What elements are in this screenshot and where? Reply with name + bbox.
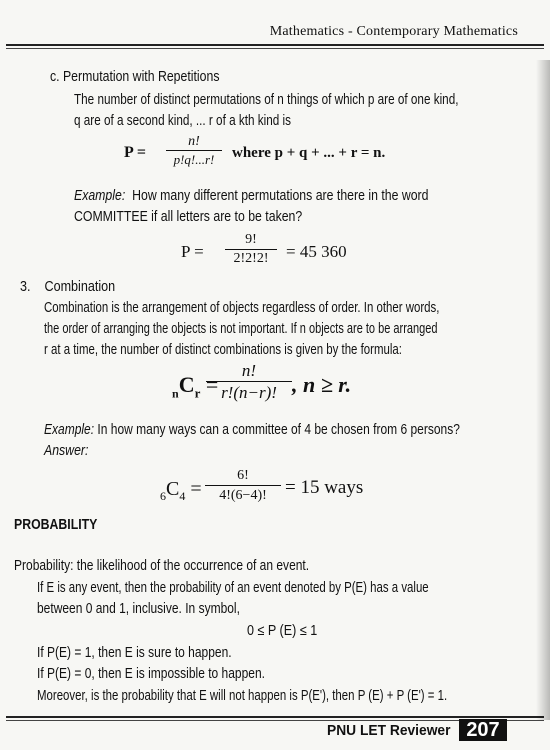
combination-formula-sub: r (194, 385, 201, 401)
combination-text-line2: the order of arranging the objects is not important. If n objects are to be arranged (44, 321, 438, 337)
definition-term: Probability: (14, 558, 74, 574)
combination-answer-result: = 15 ways (285, 477, 364, 498)
example-label: Example: (74, 188, 126, 204)
probability-rule-impossible: If P(E) = 0, then E is impossible to happen. (37, 666, 265, 682)
combination-text-line1: Combination is the arrangement of objects regardless of order. In other words, (44, 300, 440, 316)
combination-formula-equals: = (205, 372, 219, 397)
probability-rule-complement: Moreover, is the probability that E will not happen is P(E'), then P (E) + P (E') = 1. (37, 688, 448, 704)
footer-rule (6, 716, 544, 718)
permutation-formula-denominator: p!q!...r! (173, 152, 215, 167)
permutation-formula-condition: where p + q + ... + r = n. (232, 145, 386, 161)
probability-section-title: PROBABILITY (14, 517, 98, 533)
header-rule (6, 44, 544, 46)
answer-sub: 4 (179, 489, 186, 503)
answer-symbol: C (166, 478, 180, 500)
answer-pre: 6 (160, 489, 166, 503)
example-label: Example: (44, 422, 95, 438)
running-title: Mathematics - Contemporary Mathematics (269, 24, 518, 39)
page-number: 207 (459, 719, 507, 741)
permutation-text-line1: The number of distinct permutations of n things of which p are of one kind, (74, 92, 459, 108)
combination-formula-symbol: C (178, 372, 195, 397)
permutation-formula-numerator: n! (188, 134, 200, 149)
combination-answer-lhs (160, 477, 202, 508)
probability-inequality: 0 ≤ P (E) ≤ 1 (247, 623, 318, 639)
permutation-heading: c. Permutation with Repetitions (50, 69, 220, 85)
permutation-formula-lhs: P = (124, 144, 147, 161)
probability-rule-sure: If P(E) = 1, then E is sure to happen. (37, 645, 232, 661)
answer-denominator: 4!(6−4)! (219, 488, 267, 503)
answer-equals: = (190, 478, 202, 500)
combination-formula-fraction (206, 361, 292, 404)
permutation-example-line2: COMMITTEE if all letters are to be taken? (74, 209, 303, 225)
example-numerator: 9! (245, 232, 257, 247)
combination-formula-denominator: r!(n−r)! (221, 383, 277, 402)
combination-heading-number: 3. (20, 279, 31, 295)
example-text: How many different permutations are there in the word (132, 188, 429, 204)
probability-text-line1: If E is any event, then the probability of an event denoted by P(E) has a value (37, 580, 429, 596)
running-header (0, 18, 550, 46)
permutation-formula-fraction (166, 134, 222, 169)
combination-heading (20, 277, 115, 297)
probability-text-line2: between 0 and 1, inclusive. In symbol, (37, 601, 240, 617)
answer-numerator: 6! (237, 468, 249, 483)
combination-example (44, 420, 460, 440)
permutation-example-result: = 45 360 (286, 242, 347, 261)
combination-formula-numerator: n! (241, 361, 257, 380)
permutation-example-lhs: P = (181, 242, 204, 261)
combination-text-line3: r at a time, the number of distinct combinations is given by the formula: (44, 342, 402, 358)
permutation-example-fraction (225, 231, 277, 268)
combination-formula-condition: , n ≥ r. (292, 372, 352, 397)
definition-text: the likelihood of the occurrence of an event. (76, 558, 310, 574)
permutation-example-line1 (74, 186, 428, 206)
example-denominator: 2!2!2! (233, 251, 269, 266)
page-edge-shadow (536, 60, 550, 720)
combination-heading-text: Combination (44, 279, 116, 295)
combination-answer-label: Answer: (44, 443, 89, 459)
permutation-text-line2: q are of a second kind, ... r of a kth kind is (74, 113, 292, 129)
example-text: In how many ways can a committee of 4 be chosen from 6 persons? (97, 422, 460, 438)
footer-book-title: PNU LET Reviewer (327, 722, 451, 739)
combination-formula-pre: n (172, 386, 179, 401)
probability-definition (14, 556, 309, 576)
header-rule-thin (6, 48, 544, 49)
combination-answer-fraction (205, 467, 281, 506)
